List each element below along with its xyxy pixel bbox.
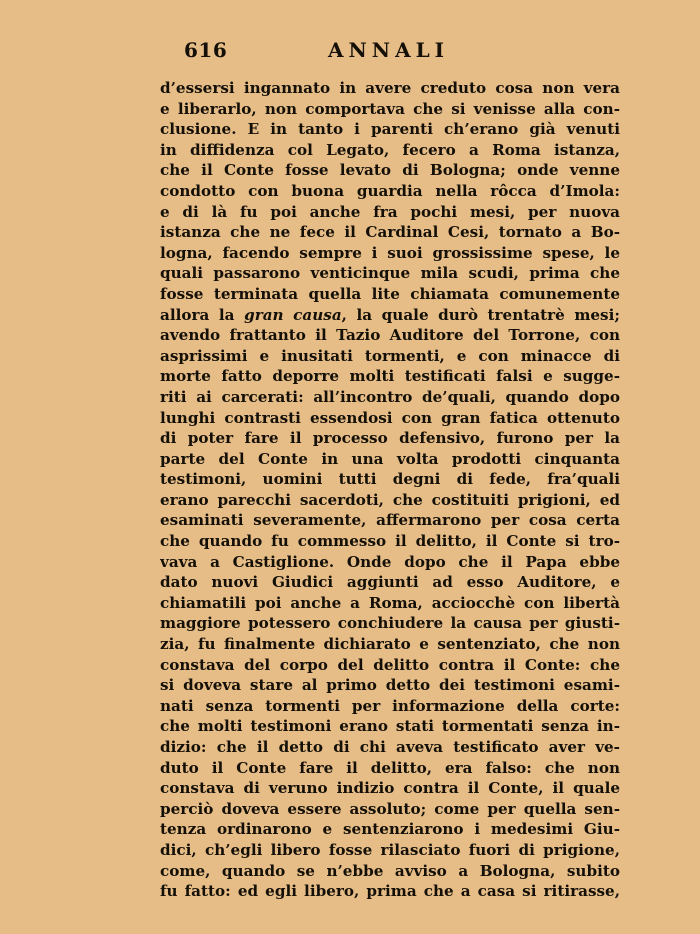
text-line: perciò doveva essere assoluto; come per quella sen- <box>160 799 620 818</box>
text-line-with-italic <box>160 305 620 326</box>
text-line: si doveva stare al primo detto dei testimoni esami- <box>160 676 620 695</box>
text-line: clusione. E in tanto i parenti ch’erano già venuti <box>160 120 620 139</box>
text-line: vava a Castiglione. Onde dopo che il Papa ebbe <box>160 552 620 571</box>
page-number: 616 <box>184 38 228 62</box>
italic-phrase: gran causa <box>244 305 342 324</box>
body-text <box>160 78 620 902</box>
text-line: tenza ordinarono e sentenziarono i medesimi Giu- <box>160 820 620 839</box>
text-line: che molti testimoni erano stati tormentati senza in- <box>160 717 620 736</box>
text-line: e liberarlo, non comportava che si venisse alla con- <box>160 99 620 118</box>
text-line: in diffidenza col Legato, fecero a Roma istanza, <box>160 140 620 159</box>
text-line: constava di veruno indizio contra il Conte, il quale <box>160 779 620 798</box>
text-line: dizio: che il detto di chi aveva testificato aver ve- <box>160 738 620 756</box>
text-line: fosse terminata quella lite chiamata comunemente <box>160 284 620 303</box>
text-line: avendo frattanto il Tazio Auditore del Torrone, con <box>160 326 620 345</box>
text-line: duto il Conte fare il delitto, era falso: che non <box>160 758 620 777</box>
text-line: maggiore potessero conchiudere la causa per giusti- <box>160 614 620 633</box>
text-line: dici, ch’egli libero fosse rilasciato fuori di prigione, <box>160 840 620 859</box>
text-line: morte fatto deporre molti testificati falsi e sugge- <box>160 367 620 386</box>
text-line: fu fatto: ed egli libero, prima che a casa si ritirasse, <box>160 882 620 901</box>
text-line: come, quando se n’ebbe avviso a Bologna, subito <box>160 861 620 880</box>
text-fragment: allora la <box>160 305 245 324</box>
text-line: istanza che ne fece il Cardinal Cesi, tornato a Bo- <box>160 223 620 242</box>
text-line: che il Conte fosse levato di Bologna; onde venne <box>160 161 620 180</box>
text-line: e di là fu poi anche fra pochi mesi, per nuova <box>160 202 620 221</box>
text-line: constava del corpo del delitto contra il Conte: che <box>160 655 620 674</box>
text-line: quali passarono venticinque mila scudi, prima che <box>160 264 620 283</box>
text-line: testimoni, uomini tutti degni di fede, fra’quali <box>160 470 620 489</box>
text-line: di poter fare il processo defensivo, furono per la <box>160 429 620 448</box>
text-line: parte del Conte in una volta prodotti cinquanta <box>160 449 620 468</box>
text-line: asprissimi e inusitati tormenti, e con minacce di <box>160 346 620 365</box>
text-line: chiamatili poi anche a Roma, acciocchè con libertà <box>160 593 620 612</box>
text-fragment: , la quale durò trentatrè mesi; <box>341 305 620 324</box>
text-line: erano parecchi sacerdoti, che costituiti prigioni, ed <box>160 490 620 509</box>
text-line: logna, facendo sempre i suoi grossissime spese, le <box>160 243 620 262</box>
text-line: che quando fu commesso il delitto, il Conte si tro- <box>160 532 620 551</box>
text-line: zia, fu finalmente dichiarato e sentenziato, che non <box>160 635 620 654</box>
text-line: condotto con buona guardia nella rôcca d’Imola: <box>160 181 620 200</box>
text-line: nati senza tormenti per informazione della corte: <box>160 696 620 715</box>
text-line: esaminati severamente, affermarono per cosa certa <box>160 511 620 530</box>
text-line: lunghi contrasti essendosi con gran fatica ottenuto <box>160 408 620 427</box>
text-line: riti ai carcerati: all’incontro de’quali, quando dopo <box>160 387 620 406</box>
page-header <box>158 38 628 68</box>
text-line: d’essersi ingannato in avere creduto cosa non vera <box>160 79 620 97</box>
running-head: ANNALI <box>328 38 450 62</box>
text-line: dato nuovi Giudici aggiunti ad esso Auditore, e <box>160 573 620 592</box>
